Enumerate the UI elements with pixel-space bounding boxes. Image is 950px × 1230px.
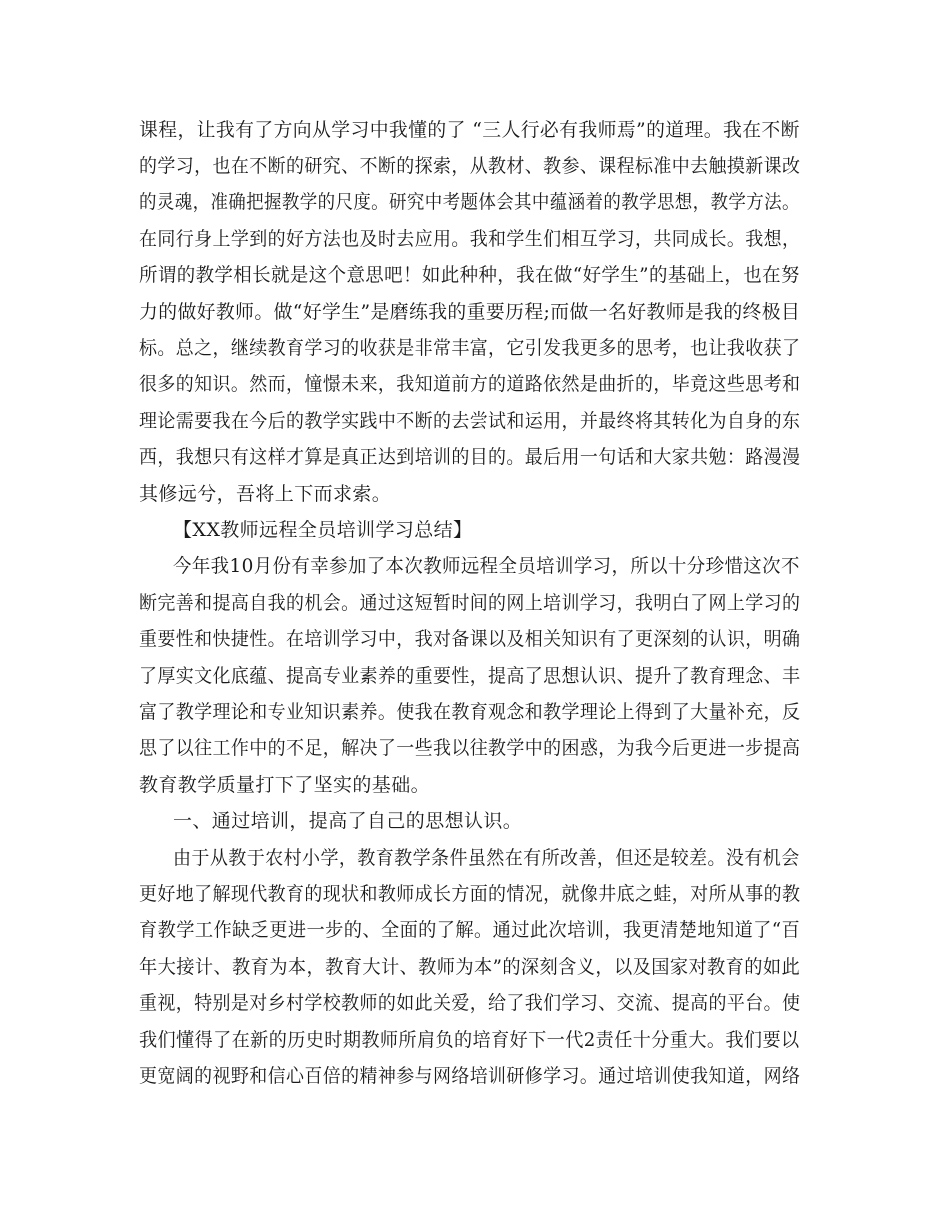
paragraph-first-line: 由于从教于农村小学，教育教学条件虽然在有所改善，但还是较差。没有机会 [173, 847, 800, 869]
text-line: 课程，让我有了方向从学习中我懂的了 “三人行必有我师焉”的道理。我在不断 [139, 119, 800, 141]
text-line: 更宽阔的视野和信心百倍的精神参与网络培训研修学习。通过培训使我知道，网络 [139, 1065, 801, 1087]
text-line: 我们懂得了在新的历史时期教师所肩负的培育好下一代2责任十分重大。我们要以 [139, 1029, 800, 1051]
text-line: 思了以往工作中的不足，解决了一些我以往教学中的困惑，为我今后更进一步提高 [139, 737, 801, 759]
text-line: 富了教学理论和专业知识素养。使我在教育观念和教学理论上得到了大量补充，反 [139, 701, 801, 723]
text-line: 标。总之，继续教育学习的收获是非常丰富，它引发我更多的思考，也让我收获了 [139, 337, 801, 359]
text-line: 的灵魂，准确把握教学的尺度。研究中考题体会其中蕴涵着的教学思想，教学方法。 [139, 191, 800, 213]
subsection-heading: 一、通过培训，提高了自己的思想认识。 [173, 810, 523, 832]
paragraph-first-line: 今年我10月份有幸参加了本次教师远程全员培训学习，所以十分珍惜这次不 [173, 555, 800, 577]
text-line: 所谓的教学相长就是这个意思吧！如此种种，我在做“好学生”的基础上，也在努 [139, 264, 800, 286]
text-line: 力的做好教师。做“好学生”是磨练我的重要历程;而做一名好教师是我的终极目 [139, 301, 801, 323]
section-heading: 【XX教师远程全员培训学习总结】 [173, 519, 473, 541]
text-line: 育教学工作缺乏更进一步的、全面的了解。通过此次培训，我更清楚地知道了“百 [139, 919, 801, 941]
text-line: 的学习，也在不断的研究、不断的探索，从教材、教参、课程标准中去触摸新课改 [139, 155, 801, 177]
text-line: 在同行身上学到的好方法也及时去应用。我和学生们相互学习，共同成长。我想， [139, 228, 801, 250]
text-line: 重要性和快捷性。在培训学习中，我对备课以及相关知识有了更深刻的认识，明确 [139, 628, 801, 650]
text-line: 年大接计、教育为本，教育大计、教师为本”的深刻含义，以及国家对教育的如此 [139, 956, 801, 978]
text-line: 断完善和提高自我的机会。通过这短暂时间的网上培训学习，我明白了网上学习的 [139, 592, 801, 614]
text-line: 其修远兮，吾将上下而求索。 [139, 483, 392, 505]
text-line: 了厚实文化底蕴、提高专业素养的重要性，提高了思想认识、提升了教育理念、丰 [139, 665, 801, 687]
text-line: 很多的知识。然而，憧憬未来，我知道前方的道路依然是曲折的，毕竟这些思考和 [139, 373, 801, 395]
text-line: 重视，特别是对乡村学校教师的如此关爱，给了我们学习、交流、提高的平台。使 [139, 992, 801, 1014]
text-line: 教育教学质量打下了坚实的基础。 [139, 774, 431, 796]
text-line: 更好地了解现代教育的现状和教师成长方面的情况，就像井底之蛙，对所从事的教 [139, 883, 801, 905]
text-line: 理论需要我在今后的教学实践中不断的去尝试和运用，并最终将其转化为自身的东 [139, 410, 801, 432]
text-line: 西，我想只有这样才算是真正达到培训的目的。最后用一句话和大家共勉：路漫漫 [139, 446, 801, 468]
